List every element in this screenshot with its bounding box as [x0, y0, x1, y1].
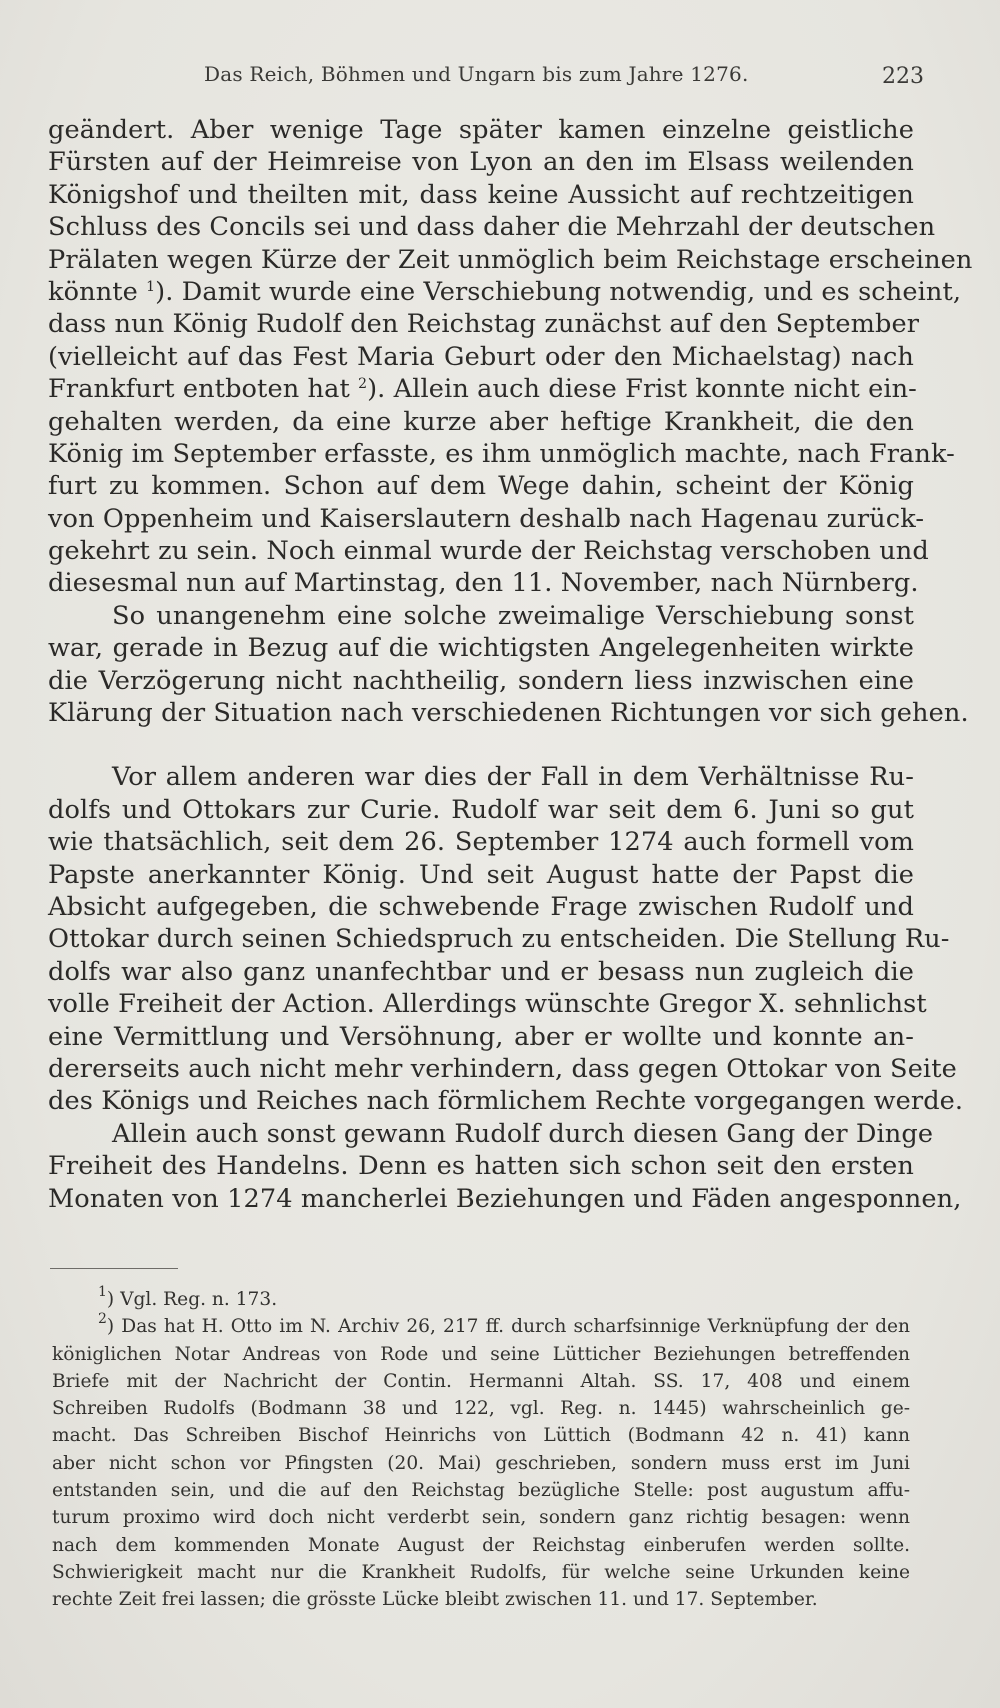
text-line: des Königs und Reiches nach förmlichem Rechte vorgegangen werde.	[48, 1086, 964, 1117]
text-line: Absicht aufgegeben, die schwebende Frage zwischen Rudolf und	[48, 891, 914, 922]
text-line: wie thatsächlich, seit dem 26. September 1274 auch formell vom	[48, 827, 914, 858]
text-line: eine Vermittlung und Versöhnung, aber er wollte und konnte an-	[48, 1021, 914, 1052]
footnote-text: ) Vgl. Reg. n. 173.	[106, 1289, 278, 1310]
text-line: Vor allem anderen war dies der Fall in dem Verhältnisse Ru-	[112, 762, 914, 793]
text-line: furt zu kommen. Schon auf dem Wege dahin, scheint der König	[48, 471, 914, 502]
text-line: dolfs und Ottokars zur Curie. Rudolf war seit dem 6. Juni so gut	[48, 794, 914, 825]
text-line: von Oppenheim und Kaiserslautern deshalb nach Hagenau zurück-	[48, 503, 925, 534]
text-line: gekehrt zu sein. Noch einmal wurde der Reichstag verschoben und	[48, 536, 929, 567]
footnote-mark: 2	[98, 1311, 107, 1328]
text-line: gehalten werden, da eine kurze aber heftige Krankheit, die den	[48, 406, 914, 437]
text-line: Papste anerkannter König. Und seit August hatte der Papst die	[48, 859, 914, 890]
footnote-text: ) Das hat H. Otto im N. Archiv 26, 217 ff. durch scharfsinnige Verknüpfung der den	[106, 1316, 910, 1338]
footnote-line: Briefe mit der Nachricht der Contin. Hermanni Altah. SS. 17, 408 und einem	[52, 1370, 910, 1392]
footnote-divider	[50, 1268, 178, 1269]
footnote-line: Schreiben Rudolfs (Bodmann 38 und 122, vgl. Reg. n. 1445) wahrscheinlich ge-	[52, 1398, 910, 1420]
footnote-line: königlichen Notar Andreas von Rode und seine Lütticher Beziehungen betreffenden	[52, 1343, 910, 1365]
footnote-line: turum proximo wird doch nicht verderbt sein, sondern ganz richtig besagen: wenn	[52, 1507, 910, 1529]
text-fragment: ). Damit wurde eine Verschiebung notwendig, und es scheint,	[155, 276, 962, 307]
text-line: Klärung der Situation nach verschiedenen Richtungen vor sich gehen.	[48, 698, 969, 729]
text-line: dolfs war also ganz unanfechtbar und er besass nun zugleich die	[48, 956, 914, 987]
text-line: Ottokar durch seinen Schiedspruch zu entscheiden. Die Stellung Ru-	[48, 924, 950, 955]
footnote-line: nach dem kommenden Monate August der Reichstag einberufen werden sollte.	[52, 1534, 910, 1556]
text-line: die Verzögerung nicht nachtheilig, sondern liess inzwischen eine	[48, 665, 914, 696]
footnote-line: rechte Zeit frei lassen; die grösste Lücke bleibt zwischen 11. und 17. September.	[52, 1589, 818, 1611]
footnote-ref-2[interactable]: 2	[358, 376, 368, 393]
text-line: volle Freiheit der Action. Allerdings wünschte Gregor X. sehnlichst	[48, 989, 927, 1020]
text-line: Allein auch sonst gewann Rudolf durch diesen Gang der Dinge	[112, 1118, 934, 1149]
footnote-ref-1[interactable]: 1	[146, 278, 156, 295]
footnote-line: macht. Das Schreiben Bischof Heinrichs von Lüttich (Bodmann 42 n. 41) kann	[52, 1425, 910, 1447]
footnote-2	[52, 1313, 910, 1340]
text-line: Prälaten wegen Kürze der Zeit unmöglich beim Reichstage erscheinen	[48, 244, 973, 275]
text-line: Fürsten auf der Heimreise von Lyon an den im Elsass weilenden	[48, 147, 914, 178]
footnote-line: aber nicht schon vor Pfingsten (20. Mai) geschrieben, sondern muss erst im Juni	[52, 1452, 910, 1474]
footnote-mark: 1	[98, 1284, 107, 1300]
text-line: diesesmal nun auf Martinstag, den 11. November, nach Nürnberg.	[48, 568, 919, 599]
text-fragment: ). Allein auch diese Frist konnte nicht ein-	[367, 374, 917, 405]
text-line: war, gerade in Bezug auf die wichtigsten Angelegenheiten wirkte	[48, 633, 914, 664]
text-line: dererseits auch nicht mehr verhindern, dass gegen Ottokar von Seite	[48, 1053, 957, 1084]
text-line: dass nun König Rudolf den Reichstag zunächst auf den September	[48, 309, 920, 340]
text-fragment: könnte	[48, 276, 147, 307]
text-line: Königshof und theilten mit, dass keine Aussicht auf rechtzeitigen	[48, 179, 914, 210]
section-gap	[48, 729, 914, 761]
footnote-1	[52, 1286, 910, 1313]
text-line: geändert. Aber wenige Tage später kamen einzelne geistliche	[48, 115, 914, 145]
text-line: Freiheit des Handelns. Denn es hatten sich schon seit den ersten	[48, 1151, 914, 1182]
text-line: Schluss des Concils sei und dass daher die Mehrzahl der deutschen	[48, 212, 936, 243]
footnotes	[52, 1286, 910, 1614]
page-header	[0, 62, 1000, 92]
text-line: So unangenehm eine solche zweimalige Verschiebung sonst	[112, 600, 914, 631]
text-fragment: Frankfurt entboten hat	[48, 374, 359, 405]
page-number: 223	[882, 64, 924, 89]
running-title: Das Reich, Böhmen und Ungarn bis zum Jahre 1276.	[204, 62, 749, 86]
body-text	[48, 114, 973, 1215]
text-line: (vielleicht auf das Fest Maria Geburt oder den Michaelstag) nach	[48, 341, 914, 372]
footnote-line: entstanden sein, und die auf den Reichstag bezügliche Stelle: post augustum affu-	[52, 1480, 910, 1502]
footnote-line: Schwierigkeit macht nur die Krankheit Rudolfs, für welche seine Urkunden keine	[52, 1561, 910, 1583]
text-line	[48, 373, 917, 405]
text-line	[48, 276, 962, 308]
text-line: König im September erfasste, es ihm unmöglich machte, nach Frank-	[48, 438, 955, 469]
text-line: Monaten von 1274 mancherlei Beziehungen und Fäden angesponnen,	[48, 1183, 962, 1214]
